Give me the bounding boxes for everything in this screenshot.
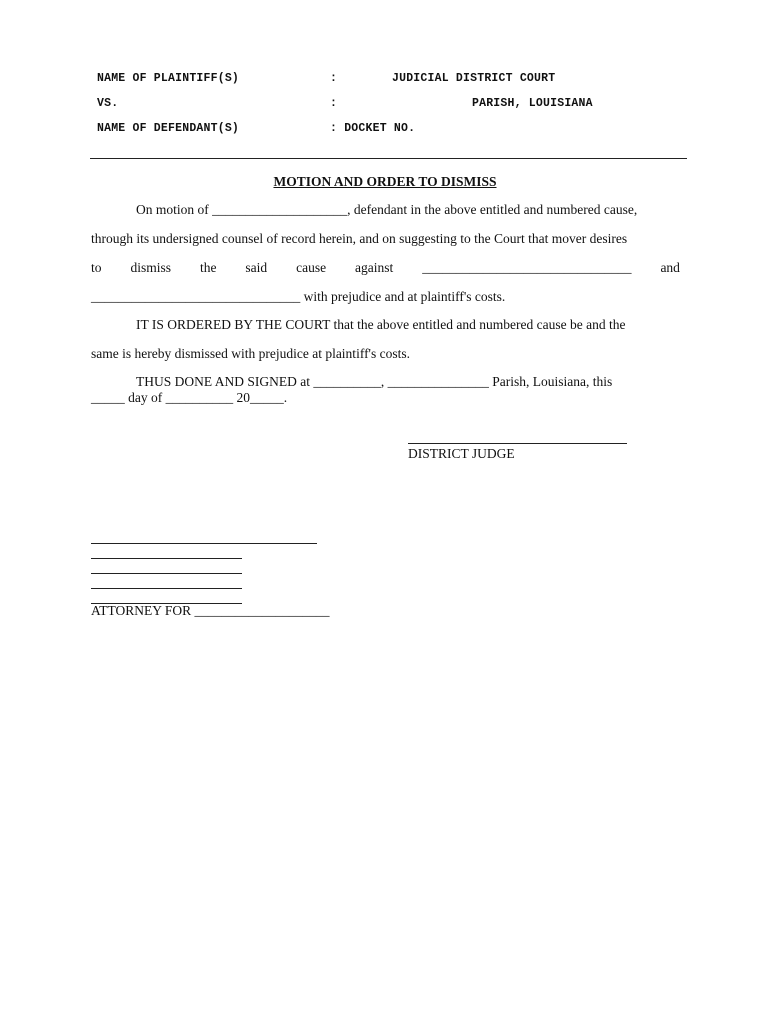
court-name: JUDICIAL DISTRICT COURT [392, 72, 556, 85]
body-word: said [245, 260, 268, 275]
parish-label: PARISH, LOUISIANA [472, 97, 593, 110]
attorney-address-line [91, 558, 242, 559]
docket-label: : DOCKET NO. [330, 122, 416, 135]
body-word: to [91, 260, 102, 275]
body-p3-line1: THUS DONE AND SIGNED at __________, _______________ Parish, Louisiana, this [136, 374, 613, 389]
body-p2-line2: same is hereby dismissed with prejudice at plaintiff's costs. [91, 346, 410, 361]
attorney-address-line [91, 588, 242, 589]
body-p1-line2: through its undersigned counsel of record herein, and on suggesting to the Court that mover desires [91, 231, 628, 246]
attorney-for-label: ATTORNEY FOR ____________________ [91, 603, 330, 618]
attorney-signature-line [91, 543, 317, 544]
body-word: and [660, 260, 680, 275]
vs-label: VS. [97, 97, 119, 110]
body-word: against [355, 260, 394, 275]
defendant-label: NAME OF DEFENDANT(S) [97, 122, 240, 135]
caption-divider [90, 158, 687, 159]
judge-signature-line [408, 443, 627, 444]
caption-colon: : [330, 72, 338, 85]
body-p2-line1: IT IS ORDERED BY THE COURT that the above entitled and numbered cause be and the [136, 317, 626, 332]
body-word: the [199, 260, 217, 275]
document-title: MOTION AND ORDER TO DISMISS [273, 174, 497, 189]
body-word: cause [296, 260, 327, 275]
body-p1-line3 [91, 260, 680, 276]
blank-field: _______________________________ [422, 260, 632, 275]
caption-colon: : [330, 97, 338, 110]
judge-label: DISTRICT JUDGE [408, 446, 515, 461]
attorney-address-line [91, 573, 242, 574]
body-word: dismiss [130, 260, 171, 275]
body-p1-line4: _______________________________ with prejudice and at plaintiff's costs. [91, 289, 506, 304]
body-p1-line1: On motion of ____________________, defendant in the above entitled and numbered cause, [136, 202, 638, 217]
plaintiff-label: NAME OF PLAINTIFF(S) [97, 72, 240, 85]
body-p3-line2: _____ day of __________ 20_____. [91, 390, 288, 405]
